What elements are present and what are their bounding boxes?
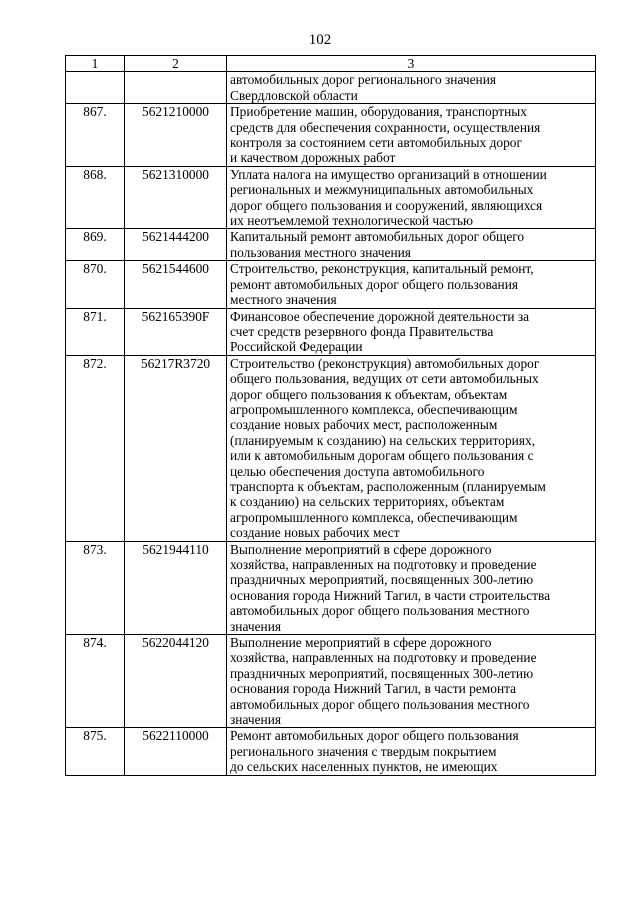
description-line: (планируемым к созданию) на сельских территориях, — [230, 432, 536, 448]
row-code-cell: 5622110000 — [125, 728, 227, 775]
description-line: счет средств резервного фонда Правительства — [230, 323, 494, 339]
row-description-cell — [227, 166, 596, 229]
description-line: или к автомобильным дорогам общего пользования с — [230, 448, 534, 464]
row-code-cell: 5621310000 — [125, 166, 227, 229]
description-line: Российской Федерации — [230, 339, 363, 355]
row-number-cell: 869. — [66, 229, 125, 261]
description-line: создание новых рабочих мест, расположенным — [230, 417, 498, 433]
description-line: Строительство (реконструкция) автомобильных дорог — [230, 355, 540, 371]
row-code-cell: 5621210000 — [125, 104, 227, 167]
description-line: агропромышленного комплекса, обеспечивающим — [230, 509, 518, 525]
description-line: целью обеспечения доступа автомобильного — [230, 463, 485, 479]
description-line: автомобильных дорог регионального значения — [230, 72, 497, 88]
description-line: основания города Нижний Тагил, в части ремонта — [230, 681, 517, 697]
row-number-cell: 874. — [66, 635, 125, 728]
table-row — [66, 308, 596, 355]
row-description-cell — [227, 728, 596, 775]
description-line: пользования местного значения — [230, 244, 411, 260]
description-line: Выполнение мероприятий в сфере дорожного — [230, 635, 492, 651]
row-number-cell — [66, 72, 125, 104]
row-code-cell: 5622044120 — [125, 635, 227, 728]
description-line: дорог общего пользования и сооружений, являющихся — [230, 197, 543, 213]
row-description-cell — [227, 72, 596, 104]
row-number-cell: 871. — [66, 308, 125, 355]
description-line: создание новых рабочих мест — [230, 525, 400, 541]
row-number-cell: 875. — [66, 728, 125, 775]
description-line: автомобильных дорог общего пользования местного — [230, 603, 530, 619]
description-line: Свердловской области — [230, 87, 358, 103]
description-line: хозяйства, направленных на подготовку и проведение — [230, 650, 537, 666]
description-line: и качеством дорожных работ — [230, 150, 396, 166]
row-code-cell — [125, 72, 227, 104]
row-description-cell — [227, 229, 596, 261]
description-line: агропромышленного комплекса, обеспечивающим — [230, 401, 518, 417]
column-header-number: 1 — [66, 56, 125, 72]
row-number-cell: 867. — [66, 104, 125, 167]
description-line: Капитальный ремонт автомобильных дорог общего — [230, 229, 525, 245]
description-line: контроля за состоянием сети автомобильных дорог — [230, 135, 522, 151]
column-header-code: 2 — [125, 56, 227, 72]
row-code-cell: 56217R3720 — [125, 355, 227, 541]
description-line: транспорта к объектам, расположенным (планируемым — [230, 478, 546, 494]
page-number: 102 — [308, 32, 332, 48]
row-description-cell — [227, 261, 596, 308]
description-line: ремонт автомобильных дорог общего пользования — [230, 276, 519, 292]
table-body — [66, 72, 596, 775]
table-header-row — [66, 56, 596, 72]
row-description-cell — [227, 355, 596, 541]
table-row — [66, 229, 596, 261]
description-line: основания города Нижний Тагил, в части строительства — [230, 587, 551, 603]
description-line: до сельских населенных пунктов, не имеющих — [230, 759, 498, 775]
table-row — [66, 541, 596, 634]
table-row — [66, 728, 596, 775]
row-description-cell — [227, 635, 596, 728]
table-row — [66, 166, 596, 229]
row-description-cell — [227, 541, 596, 634]
description-line: Выполнение мероприятий в сфере дорожного — [230, 541, 492, 557]
description-line: средств для обеспечения сохранности, осуществления — [230, 119, 541, 135]
table-row — [66, 355, 596, 541]
description-line: Уплата налога на имущество организаций в отношении — [230, 166, 547, 182]
description-line: Строительство, реконструкция, капитальный ремонт, — [230, 261, 534, 277]
row-description-cell — [227, 308, 596, 355]
description-line: праздничных мероприятий, посвященных 300-летию — [230, 572, 534, 588]
description-line: праздничных мероприятий, посвященных 300-летию — [230, 665, 534, 681]
description-line: Приобретение машин, оборудования, транспортных — [230, 104, 527, 120]
description-line: регионального значения с твердым покрытием — [230, 743, 497, 759]
description-line: Ремонт автомобильных дорог общего пользования — [230, 728, 519, 744]
column-header-description: 3 — [227, 56, 596, 72]
description-line: Финансовое обеспечение дорожной деятельности за — [230, 308, 530, 324]
budget-code-table — [65, 55, 596, 776]
row-description-cell — [227, 104, 596, 167]
description-line: к созданию) на сельских территориях, объектам — [230, 494, 505, 510]
row-number-cell: 868. — [66, 166, 125, 229]
description-line: значения — [230, 618, 282, 634]
description-line: дорог общего пользования к объектам, объектам — [230, 386, 508, 402]
description-line: хозяйства, направленных на подготовку и проведение — [230, 557, 537, 572]
description-line: автомобильных дорог общего пользования местного — [230, 696, 530, 712]
row-number-cell: 873. — [66, 541, 125, 634]
table-row — [66, 104, 596, 167]
description-line: региональных и межмуниципальных автомобильных — [230, 182, 534, 198]
row-code-cell: 5621544600 — [125, 261, 227, 308]
row-code-cell: 562165390F — [125, 308, 227, 355]
row-number-cell: 870. — [66, 261, 125, 308]
continuation-row — [66, 72, 596, 104]
description-line: их неотъемлемой технологической частью — [230, 213, 473, 229]
table-row — [66, 261, 596, 308]
description-line: общего пользования, ведущих от сети автомобильных — [230, 371, 539, 387]
row-code-cell: 5621944110 — [125, 541, 227, 634]
row-code-cell: 5621444200 — [125, 229, 227, 261]
table-row — [66, 635, 596, 728]
description-line: значения — [230, 712, 282, 728]
description-line: местного значения — [230, 292, 337, 308]
row-number-cell: 872. — [66, 355, 125, 541]
